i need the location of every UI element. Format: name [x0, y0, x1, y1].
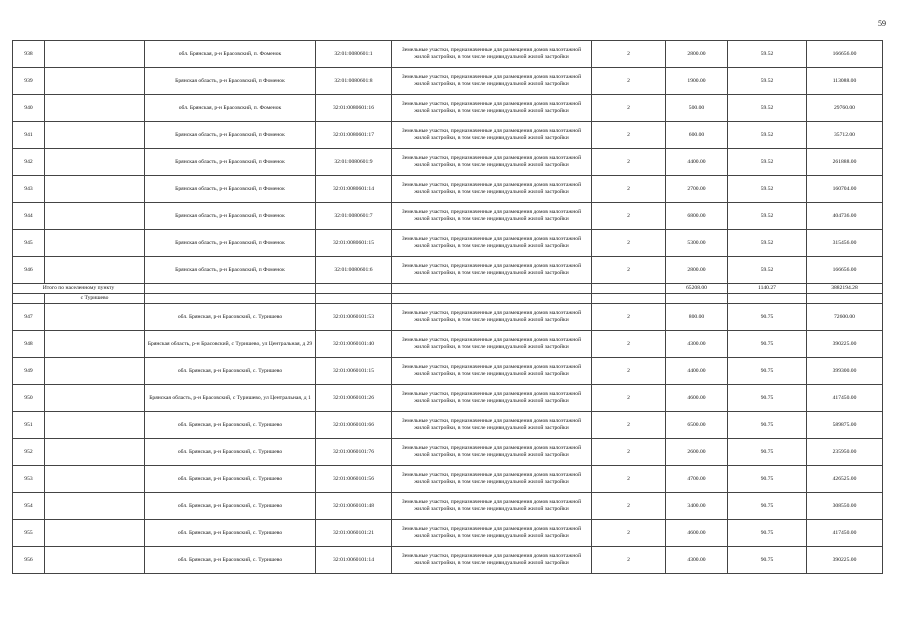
address-cell: обл. Брянская, р-н Брасовский, п. Фоменок: [145, 95, 316, 122]
cadastral-number-cell: 32:01:0060101:66: [316, 412, 392, 439]
subtotal-empty-cell: [145, 284, 316, 294]
empty-cell: [45, 412, 145, 439]
section-empty-cell: [592, 294, 666, 304]
address-cell: Брянская область, р-н Брасовский, п Фоменок: [145, 257, 316, 284]
empty-cell: [45, 385, 145, 412]
table-row: [13, 122, 883, 149]
land-use-cell: Земельные участки, предназначенные для размещения домов малоэтажной жилой застройки, в том числе индивидуальной жилой застройки: [392, 520, 592, 547]
empty-cell: [45, 331, 145, 358]
category-code-cell: 2: [592, 122, 666, 149]
empty-cell: [45, 230, 145, 257]
cadastral-number-cell: 32:01:0060101:76: [316, 439, 392, 466]
subtotal-row: [13, 284, 883, 294]
specific-value-cell: 90.75: [728, 331, 807, 358]
specific-value-cell: 90.75: [728, 412, 807, 439]
empty-cell: [45, 358, 145, 385]
cadastral-value-cell: 113088.00: [807, 68, 883, 95]
specific-value-cell: 90.75: [728, 547, 807, 574]
category-code-cell: 2: [592, 493, 666, 520]
area-cell: 2700.00: [666, 176, 728, 203]
cadastral-number-cell: 32:01:0060101:53: [316, 304, 392, 331]
table-body-after: [13, 304, 883, 574]
land-use-cell: Земельные участки, предназначенные для размещения домов малоэтажной жилой застройки, в том числе индивидуальной жилой застройки: [392, 41, 592, 68]
specific-value-cell: 59.52: [728, 176, 807, 203]
cadastral-value-cell: 166656.00: [807, 41, 883, 68]
empty-cell: [45, 439, 145, 466]
table-row: [13, 466, 883, 493]
cadastral-number-cell: 32:01:0060101:14: [316, 547, 392, 574]
address-cell: обл. Брянская, р-н Брасовский, с. Туришево: [145, 466, 316, 493]
cadastral-number-cell: 32:01:0060101:21: [316, 520, 392, 547]
specific-value-cell: 59.52: [728, 41, 807, 68]
section-empty-cell: [316, 294, 392, 304]
address-cell: Брянская область, р-н Брасовский, п Фоменок: [145, 230, 316, 257]
cadastral-value-cell: 29760.00: [807, 95, 883, 122]
category-code-cell: 2: [592, 547, 666, 574]
specific-value-cell: 90.75: [728, 439, 807, 466]
row-number-cell: 945: [13, 230, 45, 257]
area-cell: 2600.00: [666, 439, 728, 466]
row-number-cell: 940: [13, 95, 45, 122]
empty-cell: [45, 68, 145, 95]
land-use-cell: Земельные участки, предназначенные для размещения домов малоэтажной жилой застройки, в том числе индивидуальной жилой застройки: [392, 304, 592, 331]
specific-value-cell: 90.75: [728, 358, 807, 385]
land-use-cell: Земельные участки, предназначенные для размещения домов малоэтажной жилой застройки, в том числе индивидуальной жилой застройки: [392, 176, 592, 203]
land-use-cell: Земельные участки, предназначенные для размещения домов малоэтажной жилой застройки, в том числе индивидуальной жилой застройки: [392, 95, 592, 122]
cadastral-value-cell: 404736.00: [807, 203, 883, 230]
row-number-cell: 952: [13, 439, 45, 466]
area-cell: 4700.00: [666, 466, 728, 493]
empty-cell: [45, 257, 145, 284]
empty-cell: [45, 149, 145, 176]
subtotal-area: 65208.00: [666, 284, 728, 294]
table-row: [13, 68, 883, 95]
land-use-cell: Земельные участки, предназначенные для размещения домов малоэтажной жилой застройки, в том числе индивидуальной жилой застройки: [392, 230, 592, 257]
section-empty-cell: [392, 294, 592, 304]
section-label: с Туришево: [45, 294, 145, 304]
cadastral-number-cell: 32:01:0060101:48: [316, 493, 392, 520]
table-row: [13, 493, 883, 520]
cadastral-value-table: [12, 40, 883, 574]
table-row: [13, 547, 883, 574]
table-row: [13, 41, 883, 68]
empty-cell: [45, 122, 145, 149]
cadastral-number-cell: 32:01:0080601:9: [316, 149, 392, 176]
cadastral-value-cell: 261888.00: [807, 149, 883, 176]
specific-value-cell: 59.52: [728, 203, 807, 230]
area-cell: 4300.00: [666, 547, 728, 574]
table-row: [13, 203, 883, 230]
row-number-cell: 950: [13, 385, 45, 412]
cadastral-number-cell: 32:01:0060101:26: [316, 385, 392, 412]
subtotal-label: Итого по населенному пункту: [13, 284, 145, 294]
cadastral-number-cell: 32:01:0080601:7: [316, 203, 392, 230]
area-cell: 4600.00: [666, 385, 728, 412]
empty-cell: [45, 547, 145, 574]
specific-value-cell: 59.52: [728, 149, 807, 176]
cadastral-number-cell: 32:01:0060101:40: [316, 331, 392, 358]
area-cell: 2800.00: [666, 257, 728, 284]
subtotal-empty-cell: [392, 284, 592, 294]
section-empty-cell: [807, 294, 883, 304]
table-row: [13, 149, 883, 176]
cadastral-number-cell: 32:01:0080601:17: [316, 122, 392, 149]
row-number-cell: 947: [13, 304, 45, 331]
section-empty-cell: [13, 294, 45, 304]
specific-value-cell: 59.52: [728, 257, 807, 284]
cadastral-value-cell: 390225.00: [807, 331, 883, 358]
category-code-cell: 2: [592, 149, 666, 176]
table-row: [13, 385, 883, 412]
specific-value-cell: 90.75: [728, 466, 807, 493]
address-cell: обл. Брянская, р-н Брасовский, с. Туришево: [145, 304, 316, 331]
cadastral-number-cell: 32:01:0060101:15: [316, 358, 392, 385]
table-row: [13, 520, 883, 547]
address-cell: обл. Брянская, р-н Брасовский, п. Фоменок: [145, 41, 316, 68]
specific-value-cell: 59.52: [728, 230, 807, 257]
area-cell: 800.00: [666, 304, 728, 331]
land-use-cell: Земельные участки, предназначенные для размещения домов малоэтажной жилой застройки, в том числе индивидуальной жилой застройки: [392, 149, 592, 176]
address-cell: Брянская область, р-н Брасовский, п Фоменок: [145, 203, 316, 230]
page-number: 59: [878, 19, 886, 28]
row-number-cell: 949: [13, 358, 45, 385]
cadastral-value-cell: 72600.00: [807, 304, 883, 331]
category-code-cell: 2: [592, 257, 666, 284]
table-row: [13, 439, 883, 466]
address-cell: Брянская область, р-н Брасовский, п Фоменок: [145, 176, 316, 203]
area-cell: 4400.00: [666, 358, 728, 385]
cadastral-value-cell: 399300.00: [807, 358, 883, 385]
address-cell: обл. Брянская, р-н Брасовский, с. Туришево: [145, 520, 316, 547]
cadastral-value-cell: 589875.00: [807, 412, 883, 439]
specific-value-cell: 59.52: [728, 68, 807, 95]
specific-value-cell: 90.75: [728, 493, 807, 520]
table-row: [13, 412, 883, 439]
area-cell: 4300.00: [666, 331, 728, 358]
land-use-cell: Земельные участки, предназначенные для размещения домов малоэтажной жилой застройки, в том числе индивидуальной жилой застройки: [392, 547, 592, 574]
empty-cell: [45, 203, 145, 230]
row-number-cell: 943: [13, 176, 45, 203]
address-cell: обл. Брянская, р-н Брасовский, с. Туришево: [145, 439, 316, 466]
cadastral-number-cell: 32:01:0080601:6: [316, 257, 392, 284]
area-cell: 600.00: [666, 122, 728, 149]
category-code-cell: 2: [592, 230, 666, 257]
empty-cell: [45, 95, 145, 122]
subtotal-rate: 1140.27: [728, 284, 807, 294]
address-cell: обл. Брянская, р-н Брасовский, с. Туришево: [145, 547, 316, 574]
address-cell: Брянская область, р-н Брасовский, п Фоменок: [145, 68, 316, 95]
land-use-cell: Земельные участки, предназначенные для размещения домов малоэтажной жилой застройки, в том числе индивидуальной жилой застройки: [392, 257, 592, 284]
section-header-row: [13, 294, 883, 304]
specific-value-cell: 90.75: [728, 304, 807, 331]
row-number-cell: 955: [13, 520, 45, 547]
cadastral-number-cell: 32:01:0080601:8: [316, 68, 392, 95]
row-number-cell: 951: [13, 412, 45, 439]
row-number-cell: 941: [13, 122, 45, 149]
section-empty-cell: [145, 294, 316, 304]
empty-cell: [45, 176, 145, 203]
table-row: [13, 176, 883, 203]
area-cell: 4400.00: [666, 149, 728, 176]
category-code-cell: 2: [592, 41, 666, 68]
row-number-cell: 953: [13, 466, 45, 493]
table-row: [13, 230, 883, 257]
empty-cell: [45, 520, 145, 547]
land-use-cell: Земельные участки, предназначенные для размещения домов малоэтажной жилой застройки, в том числе индивидуальной жилой застройки: [392, 412, 592, 439]
category-code-cell: 2: [592, 95, 666, 122]
cadastral-value-cell: 308550.00: [807, 493, 883, 520]
subtotal-empty-cell: [592, 284, 666, 294]
cadastral-value-cell: 235950.00: [807, 439, 883, 466]
table-row: [13, 95, 883, 122]
category-code-cell: 2: [592, 304, 666, 331]
subtotal-body: [13, 284, 883, 304]
category-code-cell: 2: [592, 68, 666, 95]
cadastral-number-cell: 32:01:0080601:1: [316, 41, 392, 68]
cadastral-value-cell: 166656.00: [807, 257, 883, 284]
address-cell: обл. Брянская, р-н Брасовский, с. Туришево: [145, 412, 316, 439]
row-number-cell: 954: [13, 493, 45, 520]
cadastral-value-cell: 426525.00: [807, 466, 883, 493]
land-use-cell: Земельные участки, предназначенные для размещения домов малоэтажной жилой застройки, в том числе индивидуальной жилой застройки: [392, 466, 592, 493]
area-cell: 2800.00: [666, 41, 728, 68]
cadastral-value-cell: 390225.00: [807, 547, 883, 574]
land-use-cell: Земельные участки, предназначенные для размещения домов малоэтажной жилой застройки, в том числе индивидуальной жилой застройки: [392, 122, 592, 149]
land-use-cell: Земельные участки, предназначенные для размещения домов малоэтажной жилой застройки, в том числе индивидуальной жилой застройки: [392, 439, 592, 466]
category-code-cell: 2: [592, 331, 666, 358]
address-cell: обл. Брянская, р-н Брасовский, с. Туришево: [145, 358, 316, 385]
land-use-cell: Земельные участки, предназначенные для размещения домов малоэтажной жилой застройки, в том числе индивидуальной жилой застройки: [392, 331, 592, 358]
subtotal-cost: 3882194.28: [807, 284, 883, 294]
category-code-cell: 2: [592, 203, 666, 230]
address-cell: Брянская область, р-н Брасовский, с Туришево, ул Центральная, д 1: [145, 385, 316, 412]
area-cell: 5300.00: [666, 230, 728, 257]
section-empty-cell: [728, 294, 807, 304]
land-use-cell: Земельные участки, предназначенные для размещения домов малоэтажной жилой застройки, в том числе индивидуальной жилой застройки: [392, 493, 592, 520]
row-number-cell: 946: [13, 257, 45, 284]
cadastral-number-cell: 32:01:0080601:14: [316, 176, 392, 203]
empty-cell: [45, 41, 145, 68]
subtotal-empty-cell: [316, 284, 392, 294]
row-number-cell: 938: [13, 41, 45, 68]
area-cell: 1900.00: [666, 68, 728, 95]
row-number-cell: 942: [13, 149, 45, 176]
cadastral-value-cell: 417450.00: [807, 385, 883, 412]
cadastral-number-cell: 32:01:0060101:56: [316, 466, 392, 493]
cadastral-value-cell: 315456.00: [807, 230, 883, 257]
specific-value-cell: 90.75: [728, 385, 807, 412]
empty-cell: [45, 493, 145, 520]
address-cell: Брянская область, р-н Брасовский, п Фоменок: [145, 149, 316, 176]
address-cell: Брянская область, р-н Брасовский, с Туришево, ул Центральная, д 29: [145, 331, 316, 358]
category-code-cell: 2: [592, 439, 666, 466]
area-cell: 6500.00: [666, 412, 728, 439]
cadastral-value-cell: 160704.00: [807, 176, 883, 203]
section-empty-cell: [666, 294, 728, 304]
empty-cell: [45, 304, 145, 331]
row-number-cell: 939: [13, 68, 45, 95]
address-cell: обл. Брянская, р-н Брасовский, с. Туришево: [145, 493, 316, 520]
area-cell: 500.00: [666, 95, 728, 122]
table-row: [13, 358, 883, 385]
area-cell: 6800.00: [666, 203, 728, 230]
category-code-cell: 2: [592, 520, 666, 547]
row-number-cell: 956: [13, 547, 45, 574]
category-code-cell: 2: [592, 385, 666, 412]
area-cell: 3400.00: [666, 493, 728, 520]
land-use-cell: Земельные участки, предназначенные для размещения домов малоэтажной жилой застройки, в том числе индивидуальной жилой застройки: [392, 385, 592, 412]
table-row: [13, 331, 883, 358]
land-use-cell: Земельные участки, предназначенные для размещения домов малоэтажной жилой застройки, в том числе индивидуальной жилой застройки: [392, 358, 592, 385]
address-cell: Брянская область, р-н Брасовский, п Фоменок: [145, 122, 316, 149]
category-code-cell: 2: [592, 358, 666, 385]
table-body-before: [13, 41, 883, 284]
land-use-cell: Земельные участки, предназначенные для размещения домов малоэтажной жилой застройки, в том числе индивидуальной жилой застройки: [392, 68, 592, 95]
row-number-cell: 944: [13, 203, 45, 230]
cadastral-number-cell: 32:01:0080601:15: [316, 230, 392, 257]
specific-value-cell: 59.52: [728, 122, 807, 149]
row-number-cell: 948: [13, 331, 45, 358]
specific-value-cell: 90.75: [728, 520, 807, 547]
category-code-cell: 2: [592, 176, 666, 203]
table-row: [13, 257, 883, 284]
area-cell: 4600.00: [666, 520, 728, 547]
land-use-cell: Земельные участки, предназначенные для размещения домов малоэтажной жилой застройки, в том числе индивидуальной жилой застройки: [392, 203, 592, 230]
cadastral-value-cell: 417450.00: [807, 520, 883, 547]
cadastral-value-cell: 35712.00: [807, 122, 883, 149]
specific-value-cell: 59.52: [728, 95, 807, 122]
table-row: [13, 304, 883, 331]
category-code-cell: 2: [592, 466, 666, 493]
category-code-cell: 2: [592, 412, 666, 439]
empty-cell: [45, 466, 145, 493]
cadastral-number-cell: 32:01:0080601:16: [316, 95, 392, 122]
